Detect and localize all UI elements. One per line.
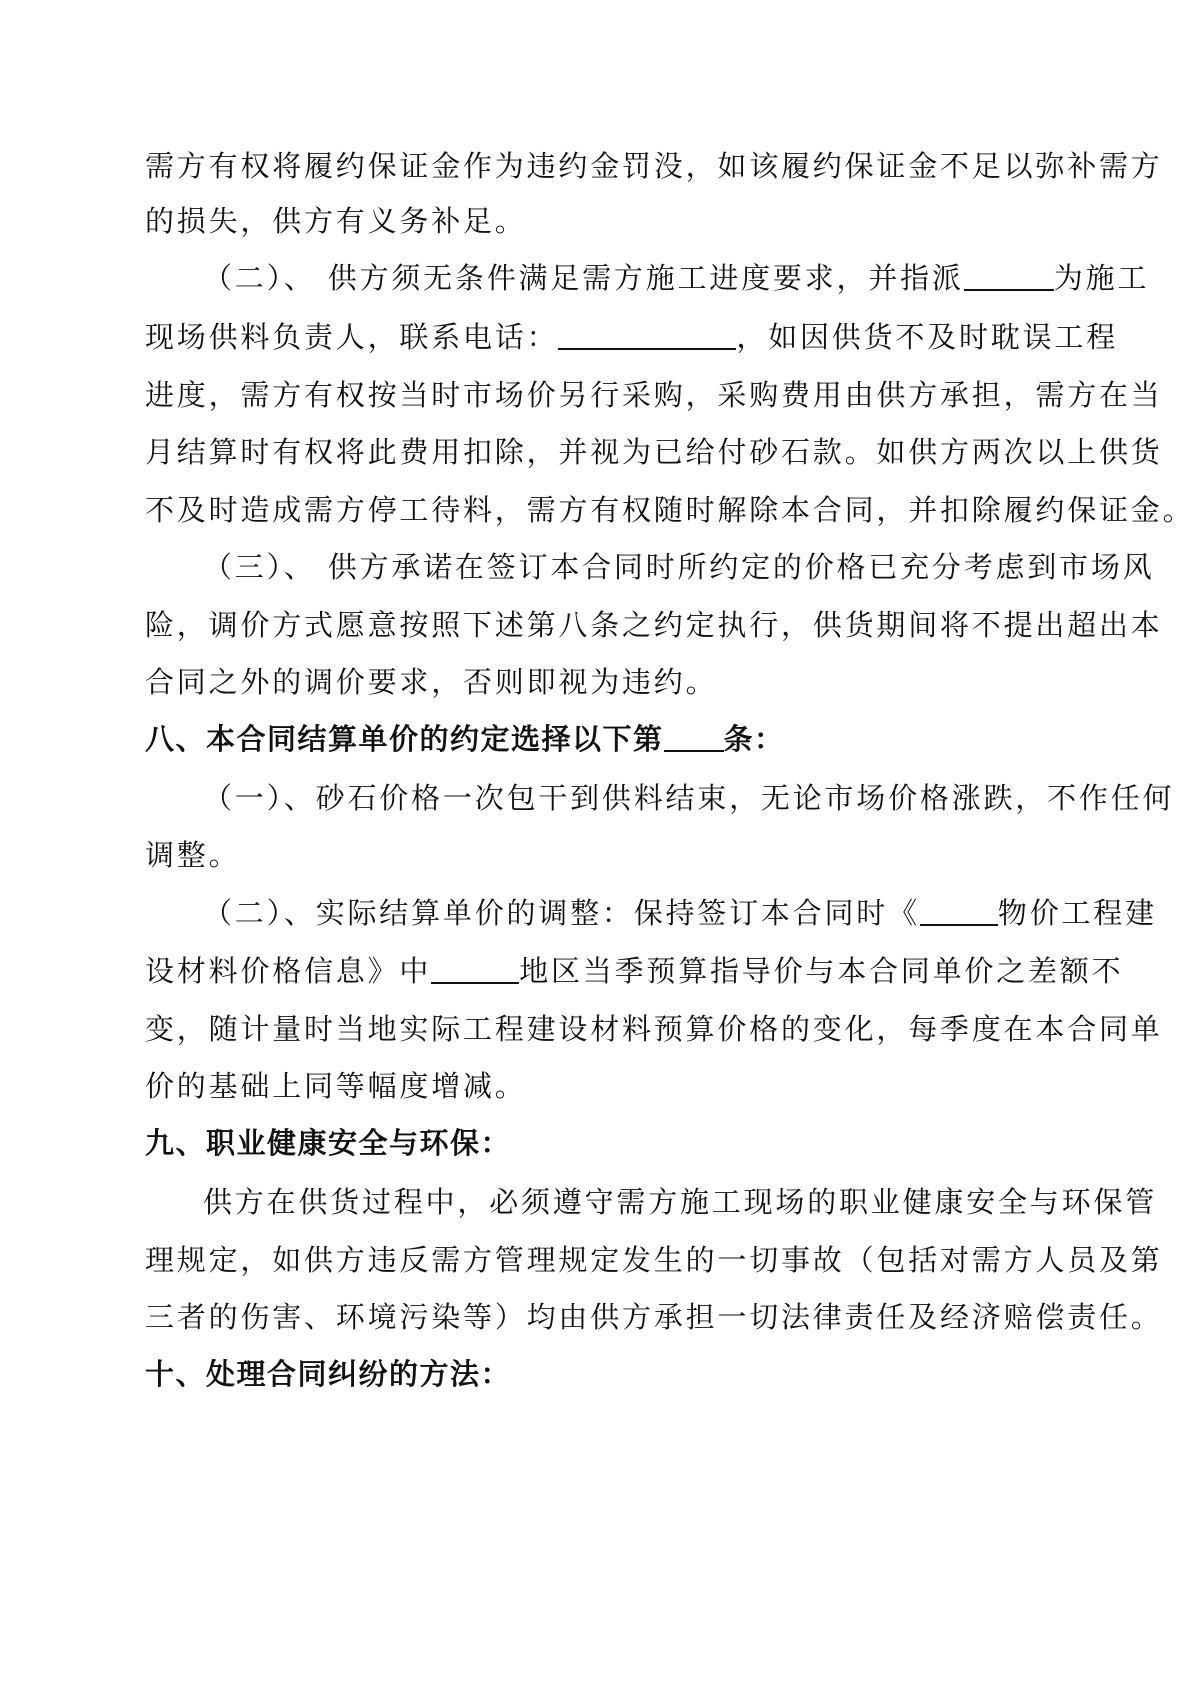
paragraph-line [145,201,1065,241]
paragraph-line [145,1240,1163,1280]
heading-text: 条： [723,722,785,756]
line-text: 供方在供货过程中，必须遵守需方施工现场的职业健康安全与环保管 [203,1185,1158,1219]
clause-8-1-line [145,778,1175,818]
heading-text: 九、职业健康安全与环保： [145,1126,512,1160]
paragraph-line [145,490,1195,530]
paragraph-line [145,1009,1163,1049]
line-text: （三）、 供方承诺在签订本合同时所约定的价格已充分考虑到市场风 [203,550,1155,584]
line-text: 的损失，供方有义务补足。 [145,204,527,238]
blank-region [431,952,519,984]
section-8-heading [145,719,1065,759]
line-text: 合同之外的调价要求，否则即视为违约。 [145,665,718,699]
paragraph-line [145,605,1163,645]
heading-text: 八、本合同结算单价的约定选择以下第 [145,722,664,756]
line-text: 为施工 [1053,261,1150,295]
paragraph-line [145,835,1065,875]
paragraph-line [145,1066,1065,1106]
paragraph-line [145,375,1163,415]
line-text: 设材料价格信息》中 [145,954,432,988]
line-text: （一）、砂石价格一次包干到供料结束，无论市场价格涨跌，不作任何 [203,781,1175,815]
blank-phone-number [558,318,736,350]
line-text: 三者的伤害、环境污染等）均由供方承担一切法律责任及经济赔偿责任。 [145,1300,1163,1334]
line-text: ，如因供货不及时耽误工程 [736,320,1119,354]
line-text: 变，随计量时当地实际工程建设材料预算价格的变化，每季度在本合同单 [145,1012,1163,1046]
blank-clause-choice [664,720,724,752]
line-text: （二）、实际结算单价的调整：保持签订本合同时《 [203,896,920,930]
line-text: 地区当季预算指导价与本合同单价之差额不 [519,954,1124,988]
clause-8-2-line [145,893,1157,933]
paragraph-line [145,146,1163,186]
line-text: 进度，需方有权按当时市场价另行采购，采购费用由供方承担，需方在当 [145,378,1163,412]
line-text: 理规定，如供方违反需方管理规定发生的一切事故（包括对需方人员及第 [145,1243,1163,1277]
section-9-heading [145,1123,1065,1163]
paragraph-line [145,1297,1163,1337]
line-text: 需方有权将履约保证金作为违约金罚没，如该履约保证金不足以弥补需方 [145,149,1163,183]
line-text: 不及时造成需方停工待料，需方有权随时解除本合同，并扣除履约保证金。 [145,493,1195,527]
line-text: （二）、 供方须无条件满足需方施工进度要求，并指派 [203,261,964,295]
paragraph-line [145,317,1119,357]
clause-9-line [145,1182,1158,1222]
line-text: 现场供料负责人，联系电话： [145,320,559,354]
line-text: 调整。 [145,838,241,872]
blank-price-bureau [920,894,998,926]
paragraph-line [145,951,1124,991]
heading-text: 十、处理合同纠纷的方法： [145,1357,512,1391]
line-text: 物价工程建 [997,896,1157,930]
line-text: 价的基础上同等幅度增减。 [145,1069,527,1103]
clause-2-line [145,258,1150,298]
clause-3-line [145,547,1155,587]
paragraph-line [145,432,1163,472]
section-10-heading [145,1354,1065,1394]
line-text: 险，调价方式愿意按照下述第八条之约定执行，供货期间将不提出超出本 [145,608,1163,642]
paragraph-line [145,662,1065,702]
line-text: 月结算时有权将此费用扣除，并视为已给付砂石款。如供方两次以上供货 [145,435,1163,469]
blank-supply-manager [964,259,1054,291]
